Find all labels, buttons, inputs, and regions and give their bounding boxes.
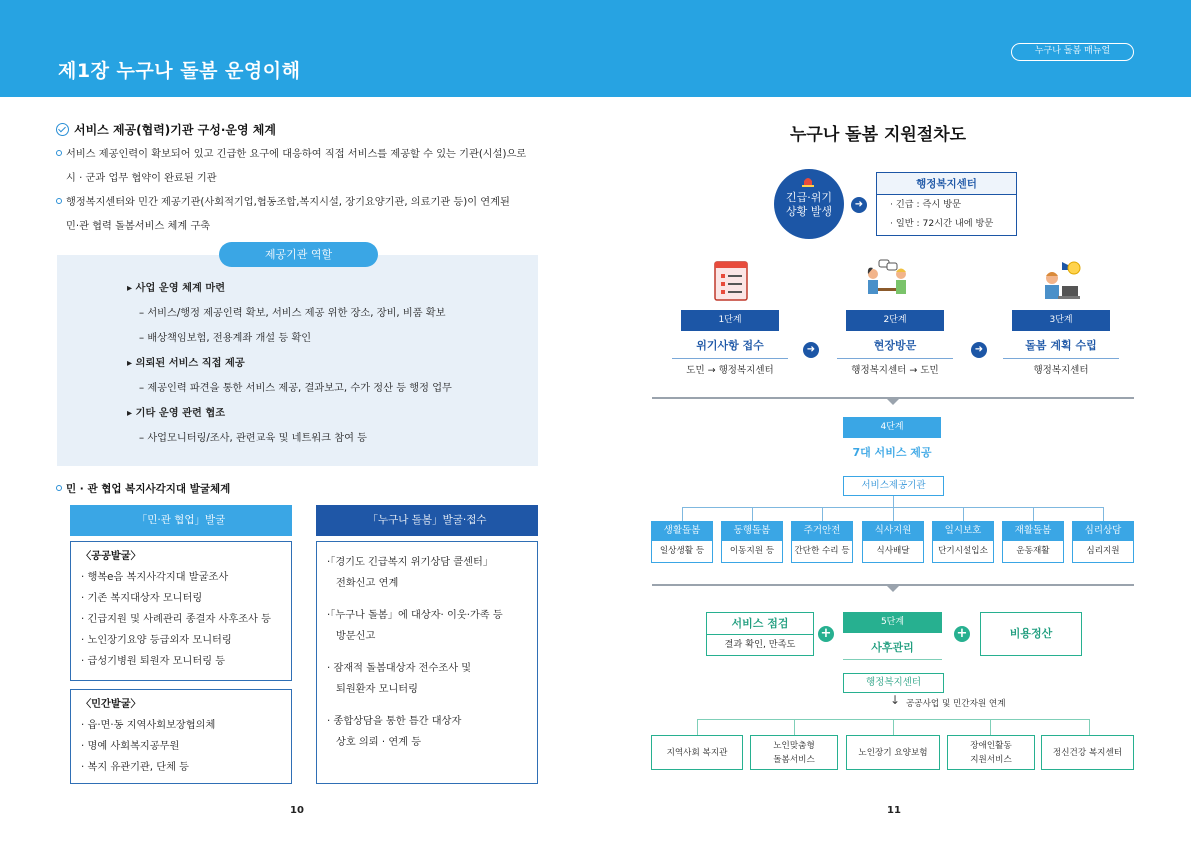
list-item: · 복지 유관기관, 단체 등 (81, 762, 189, 773)
manual-label: 누구나 돌봄 매뉴얼 (1011, 43, 1134, 61)
service-body: 식사배달 (862, 541, 924, 563)
role-head: ▸ 사업 운영 체계 마련 (127, 276, 452, 301)
paragraph-2-line-2: 민·관 협력 돌봄서비스 체계 구축 (66, 221, 211, 232)
tree-line (1089, 719, 1090, 735)
step-3-sub: 행정복지센터 (1033, 365, 1089, 376)
org-line: 돌봄서비스 (773, 754, 815, 765)
tree-line (752, 507, 753, 521)
service-card (721, 521, 783, 563)
service-card (1072, 521, 1134, 563)
service-agency-box: 서비스제공기관 (843, 476, 944, 496)
service-head: 동행돌봄 (721, 521, 783, 541)
service-body: 심리지원 (1072, 541, 1134, 563)
page-number-left: 10 (290, 805, 304, 816)
service-card (862, 521, 924, 563)
private-discovery-box (70, 689, 292, 784)
role-head: ▸ 의뢰된 서비스 직접 제공 (127, 351, 452, 376)
tree-line (1033, 507, 1034, 521)
list-item: · 기존 복지대상자 모니터링 (81, 593, 203, 604)
service-body: 이동지원 등 (721, 541, 783, 563)
role-list (127, 276, 452, 451)
section2-title (56, 481, 230, 496)
entry-line: ·「경기도 긴급복지 위기상담 콜센터」 (327, 557, 494, 568)
entry-line: 퇴원환자 모니터링 (336, 684, 418, 695)
paragraph-2 (56, 191, 546, 239)
paragraph-1 (56, 143, 546, 191)
list-item: · 노인장기요양 등급외자 모니터링 (81, 635, 232, 646)
consultation-people-icon (863, 256, 911, 304)
link-label: 공공사업 및 민간자원 연계 (906, 699, 1006, 709)
paragraph-1-line-2: 시 · 군과 업무 협약이 완료된 기관 (66, 173, 217, 184)
service-card (932, 521, 994, 563)
tree-line (893, 719, 894, 735)
inspection-title: 서비스 점검 (707, 613, 813, 635)
service-body: 일상생활 등 (651, 541, 713, 563)
checklist-calendar-icon (709, 256, 757, 304)
admin-center-small: 행정복지센터 (843, 673, 944, 693)
org-box (947, 735, 1035, 770)
role-title: 제공기관 역할 (219, 242, 378, 267)
entry-line: · 종합상담을 통한 틈간 대상자 (327, 716, 462, 727)
nuguna-discovery-box (316, 541, 538, 784)
org-box (651, 735, 743, 770)
step-5-bar: 5단계 (843, 612, 942, 633)
step-1-sub: 도민 → 행정복지센터 (686, 365, 774, 376)
tree-line (697, 719, 698, 735)
service-head: 생활돌봄 (651, 521, 713, 541)
section-title-text: 서비스 제공(협력)기관 구성·운영 체계 (74, 123, 276, 137)
inspection-sub: 결과 확인, 만족도 (724, 639, 796, 650)
check-circle-icon (56, 123, 69, 136)
org-box (1041, 735, 1134, 770)
role-head: ▸ 기타 운영 관련 협조 (127, 401, 452, 426)
tree-line (893, 507, 894, 521)
list-item (327, 711, 527, 753)
step-4-name: 7대 서비스 제공 (852, 446, 932, 459)
emergency-line-1: 긴급·위기 (785, 191, 832, 204)
list-item: · 명예 사회복지공무원 (81, 741, 180, 752)
org-box (846, 735, 940, 770)
col-head-nuguna: 「누구나 돌봄」발굴·접수 (316, 505, 538, 536)
public-title: 〈공공발굴〉 (81, 551, 141, 562)
list-item: · 읍·면·동 지역사회보장협의체 (81, 720, 216, 731)
service-head: 식사지원 (862, 521, 924, 541)
org-line: 지원서비스 (970, 754, 1012, 765)
public-discovery-box (70, 541, 292, 681)
tree-line (682, 507, 683, 521)
service-head: 재활돌봄 (1002, 521, 1064, 541)
service-card (791, 521, 853, 563)
list-item (327, 605, 527, 647)
entry-line: ·「누구나 돌봄」에 대상자· 이웃·가족 등 (327, 610, 503, 621)
org-line: 장애인활동 (970, 740, 1012, 751)
step-5-name: 사후관리 (843, 639, 942, 660)
emergency-line-2: 상황 발생 (785, 205, 832, 218)
list-item (327, 552, 527, 594)
flow-title: 누구나 돌봄 지원절차도 (790, 125, 967, 145)
arrow-right-icon: ➜ (971, 342, 987, 358)
care-planning-icon (1036, 256, 1084, 304)
arrow-down-icon: ↓ (890, 693, 901, 707)
entry-line: 방문신고 (336, 631, 376, 642)
service-body: 단기시설입소 (932, 541, 994, 563)
step-3-bar: 3단계 (1012, 310, 1110, 331)
paragraph-1-line-1: 서비스 제공인력이 확보되어 있고 긴급한 요구에 대응하여 직접 서비스를 제공할 수 있는 기관(시설)으로 (66, 149, 527, 160)
bullet-circle-icon (56, 198, 62, 204)
paragraph-2-line-1: 행정복지센터와 민간 제공기관(사회적기업,협동조합,복지시설, 장기요양기관, 의료기관 등)이 연계된 (66, 197, 510, 208)
role-sub: – 사업모니터링/조사, 관련교육 및 네트워크 참여 등 (139, 433, 368, 444)
bullet-circle-icon (56, 485, 62, 491)
tree-line (822, 507, 823, 521)
step-4-bar: 4단계 (843, 417, 941, 438)
list-item: · 긴급지원 및 사례관리 종결자 사후조사 등 (81, 614, 271, 625)
chapter-title: 제1장 누구나 돌봄 운영이해 (58, 60, 301, 82)
step-2-sub: 행정복지센터 → 도민 (851, 365, 939, 376)
arrow-right-icon: ➜ (803, 342, 819, 358)
arrow-right-icon: ➜ (851, 197, 867, 213)
entry-line: 상호 의뢰 · 연계 등 (336, 737, 422, 748)
service-head: 일시보호 (932, 521, 994, 541)
list-item: · 행복e음 복지사각지대 발굴조사 (81, 572, 229, 583)
entry-line: 전화신고 연계 (336, 578, 399, 589)
step-3-name: 돌봄 계획 수립 (1003, 337, 1119, 359)
org-line: 지역사회 복지관 (666, 747, 728, 758)
service-card (651, 521, 713, 563)
plus-icon: + (954, 626, 970, 642)
list-item (327, 658, 527, 700)
service-head: 주거안전 (791, 521, 853, 541)
col-head-public-private: 「민·관 협업」발굴 (70, 505, 292, 536)
role-sub: – 서비스/행정 제공인력 확보, 서비스 제공 위한 장소, 장비, 비품 확보 (139, 308, 446, 319)
admin-center-box (876, 172, 1017, 236)
role-sub: – 제공인력 파견을 통한 서비스 제공, 결과보고, 수가 정산 등 행정 업무 (139, 383, 452, 394)
siren-icon (801, 175, 815, 187)
section2-title-text: 민 · 관 협업 복지사각지대 발굴체계 (66, 483, 231, 495)
service-body: 간단한 수리 등 (791, 541, 853, 563)
page-number-right: 11 (887, 805, 901, 816)
plus-icon: + (818, 626, 834, 642)
entry-line: · 잠재적 돌봄대상자 전수조사 및 (327, 663, 472, 674)
service-head: 심리상담 (1072, 521, 1134, 541)
divider-arrow-icon (886, 398, 900, 405)
private-title: 〈민간발굴〉 (81, 699, 141, 710)
inspection-box (706, 612, 814, 656)
list-item: · 급성기병원 퇴원자 모니터링 등 (81, 656, 226, 667)
step-1-name: 위기사항 접수 (672, 337, 788, 359)
org-line: 노인장기 요양보험 (858, 747, 928, 758)
service-card (1002, 521, 1064, 563)
step-2-name: 현장방문 (837, 337, 953, 359)
admin-center-line: · 일반 : 72시간 내에 방문 (890, 218, 994, 229)
step-1-bar: 1단계 (681, 310, 779, 331)
org-line: 노인맞춤형 (773, 740, 815, 751)
divider-arrow-icon (886, 585, 900, 592)
bullet-circle-icon (56, 150, 62, 156)
tree-line (963, 507, 964, 521)
org-box (750, 735, 838, 770)
settlement-box: 비용정산 (980, 612, 1082, 656)
role-sub: – 배상책임보험, 전용계좌 개설 등 확인 (139, 333, 312, 344)
step-2-bar: 2단계 (846, 310, 944, 331)
section-title (56, 121, 276, 138)
service-body: 운동재활 (1002, 541, 1064, 563)
tree-line (990, 719, 991, 735)
admin-center-line: · 긴급 : 즉시 방문 (890, 199, 961, 210)
org-line: 정신건강 복지센터 (1052, 747, 1123, 758)
admin-center-title: 행정복지센터 (877, 173, 1016, 195)
tree-line (794, 719, 795, 735)
tree-line (1103, 507, 1104, 521)
